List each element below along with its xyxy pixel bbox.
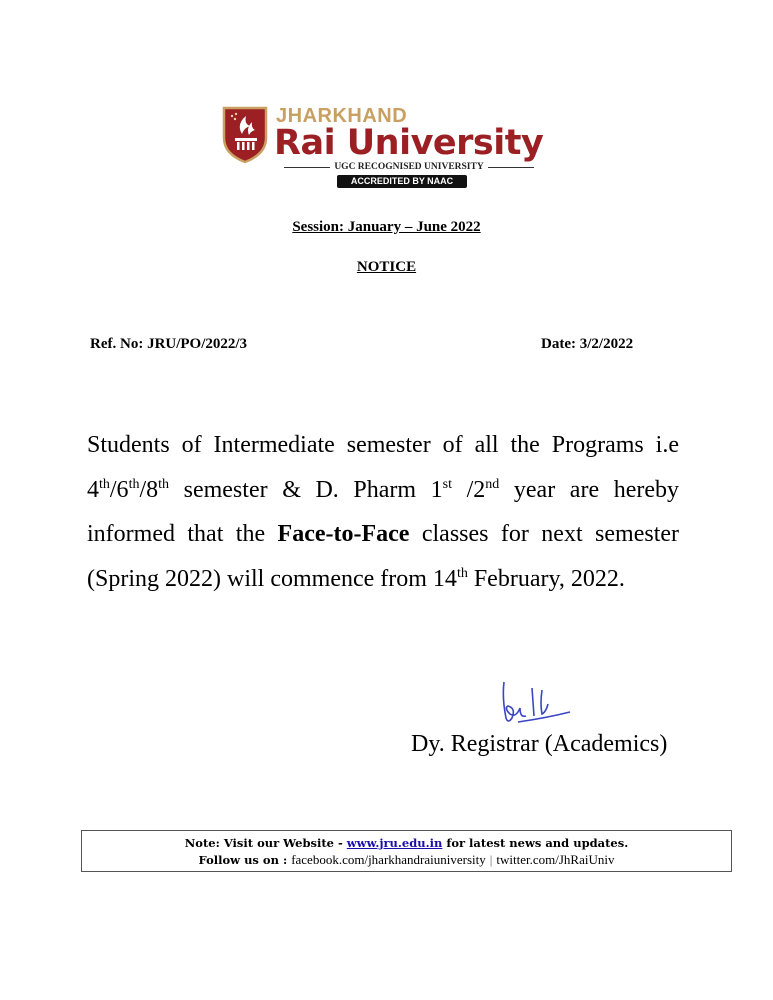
superscript: th [99,476,110,492]
footer-note-box [81,830,732,872]
text: informed that the [87,521,278,547]
logo-main-text: Rai University [274,123,544,163]
signature-icon [496,678,576,728]
note-prefix: Note: Visit our Website - [184,836,347,850]
text: 4 [87,476,99,503]
signatory-title: Dy. Registrar (Academics) [411,731,668,757]
text: February, 2022. [467,565,625,592]
session-text: Session: January – June 2022 [292,219,481,235]
superscript: th [456,565,468,581]
notice-date: Date: 3/2/2022 [541,336,634,352]
reference-number: Ref. No: JRU/PO/2022/3 [90,336,248,352]
notice-title [0,259,773,276]
body-line-1: Students of Intermediate semester of all the Programs i.e [87,432,679,458]
twitter-link[interactable]: twitter.com/JhRaiUniv [496,852,615,867]
superscript: st [442,476,453,492]
text: /6 [109,476,129,503]
footer-social [82,852,731,868]
logo-recognition [280,162,538,172]
emphasis-text: Face-to-Face [277,521,410,547]
notice-title-text: NOTICE [356,259,417,275]
body-line-4 [87,557,679,602]
superscript: th [158,476,170,492]
text: year are hereby [499,476,680,503]
facebook-link[interactable]: facebook.com/jharkhandraiuniversity [291,852,486,867]
website-link[interactable]: www.jru.edu.in [346,836,443,850]
superscript: nd [485,476,500,492]
text: semester & D. Pharm 1 [169,476,443,503]
separator: | [489,852,493,867]
university-crest-icon [222,104,268,164]
notice-body [87,423,679,601]
body-line-2 [87,468,679,513]
footer-website-note [82,836,731,850]
accreditation-badge: ACCREDITED BY NAAC [337,175,467,188]
note-suffix: for latest news and updates. [442,836,629,850]
superscript: th [128,476,140,492]
university-logo [222,104,544,190]
text: /8 [139,476,159,503]
divider [488,167,534,168]
session-heading [0,219,773,236]
logo-top-text: JHARKHAND [276,105,408,127]
recognition-text: UGC RECOGNISED UNIVERSITY [334,162,484,172]
text: classes for next semester [409,521,680,547]
body-line-3 [87,512,679,557]
divider [284,167,330,168]
follow-label: Follow us on : [198,853,292,867]
text: /2 [452,476,486,503]
text: (Spring 2022) will commence from 14 [87,565,457,592]
